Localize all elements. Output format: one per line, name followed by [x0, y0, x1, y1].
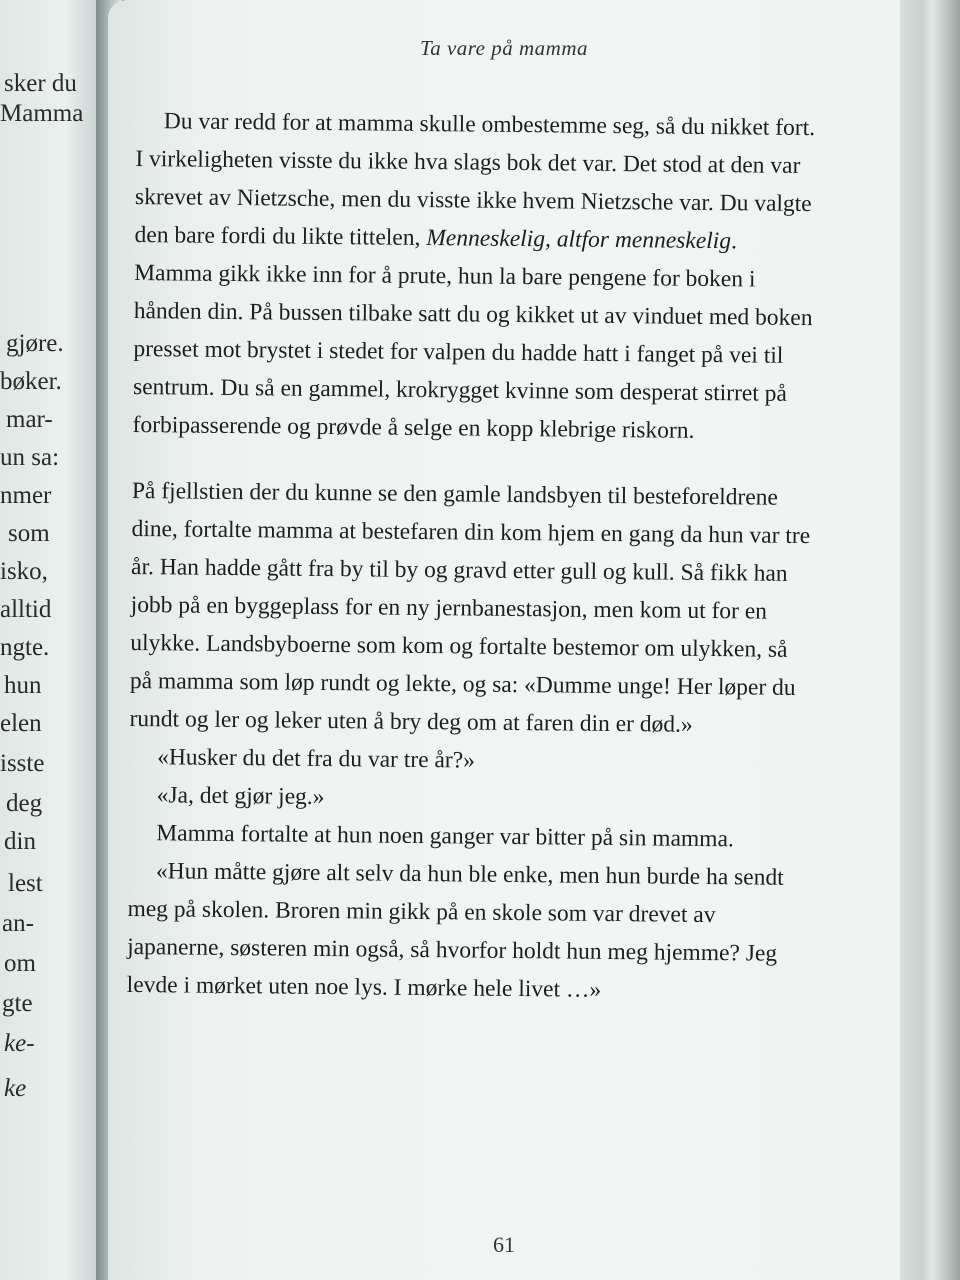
left-page-fragment: mar- — [6, 406, 53, 433]
left-page-fragment: din — [4, 828, 36, 855]
paragraph-4: «Ja, det gjør jeg.» — [156, 782, 325, 811]
book-title: Menneskelig, altfor menneskelig — [426, 225, 732, 255]
left-page-fragment: alltid — [0, 596, 52, 623]
paragraph-6: «Hun måtte gjøre alt selv da hun ble enke, men hun burde ha sendt meg på skolen. Broren min gikk på en skole som var drevet av japanerne, søsteren min også, så hvorfor holdt hun meg hjemme? Jeg levde i mørket uten noe lys. I mørke hele livet …» — [126, 858, 784, 1003]
left-page — [0, 0, 110, 1280]
left-page-fragment: un sa: — [0, 444, 60, 471]
left-page-fragment: ke — [4, 1075, 27, 1102]
left-page-fragment: ngte. — [0, 634, 50, 661]
left-page-fragment: ke- — [4, 1030, 35, 1057]
left-page-fragment: bøker. — [0, 368, 62, 395]
paragraph-1 — [132, 102, 816, 451]
left-page-fragment: elen — [0, 710, 42, 737]
paragraph-1-start: Du var redd for at mamma skulle ombestemme seg, så du nikket fort. I virkeligheten visste du ikke hva slags bok det var. Det stod at den var skrevet av Nietzsche, men du visste ikke hvem Nietzsche var. Du valgte den bare fordi du likte tittelen, — [134, 108, 816, 252]
left-page-fragment: som — [8, 520, 50, 547]
page-number: 61 — [493, 1232, 515, 1257]
left-page-fragment: isko, — [0, 558, 48, 585]
left-page-fragment: sker du — [4, 70, 77, 97]
left-page-fragment: lest — [8, 870, 43, 897]
right-page — [108, 0, 900, 1280]
left-page-fragment: deg — [6, 790, 43, 817]
running-head: Ta vare på mamma — [419, 36, 589, 60]
left-page-fragment: gte — [2, 990, 33, 1017]
left-page-fragment: hun — [4, 672, 42, 699]
paragraph-2: På fjellstien der du kunne se den gamle landsbyen til besteforeldrene dine, fortalte mamma at bestefaren din kom hjem en gang da hun var tre år. Han hadde gått fra by til by og gravd etter gull og kull. Så fikk han jobb på en byggeplass for en ny jernbanestasjon, men kom ut for en ulykke. Landsbyboerne som kom og fortalte bestemor om ulykken, så på mamma som løp rundt og lekte, og sa: «Dumme unge! Her løper du rundt og ler og leker uten å bry deg om at faren din er død.» — [129, 477, 811, 738]
page-stack-edge — [890, 0, 960, 1280]
left-page-fragment: nmer — [0, 482, 52, 509]
body-text — [127, 102, 816, 1011]
paragraph-5: Mamma fortalte at hun noen ganger var bitter på sin mamma. — [156, 820, 734, 853]
left-page-fragment: Mamma — [0, 100, 84, 127]
left-page-fragment: gjøre. — [6, 330, 64, 357]
paragraph-3: «Husker du det fra du var tre år?» — [157, 744, 476, 774]
left-page-fragment: om — [4, 950, 36, 977]
paragraph-1-end: . Mamma gikk ikke inn for å prute, hun la bare pengene for boken i hånden din. På bussen tilbake satt du og kikket ut av vinduet med boken presset mot brystet i stedet for valpen du hadde hatt i fanget på vei til sentrum. Du så en gammel, krokrygget kvinne som desperat stirret på forbipasserende og prøvde å selge en kopp klebrige riskorn. — [132, 228, 813, 444]
left-page-fragment: an- — [2, 910, 34, 937]
left-page-fragment: isste — [0, 750, 45, 777]
